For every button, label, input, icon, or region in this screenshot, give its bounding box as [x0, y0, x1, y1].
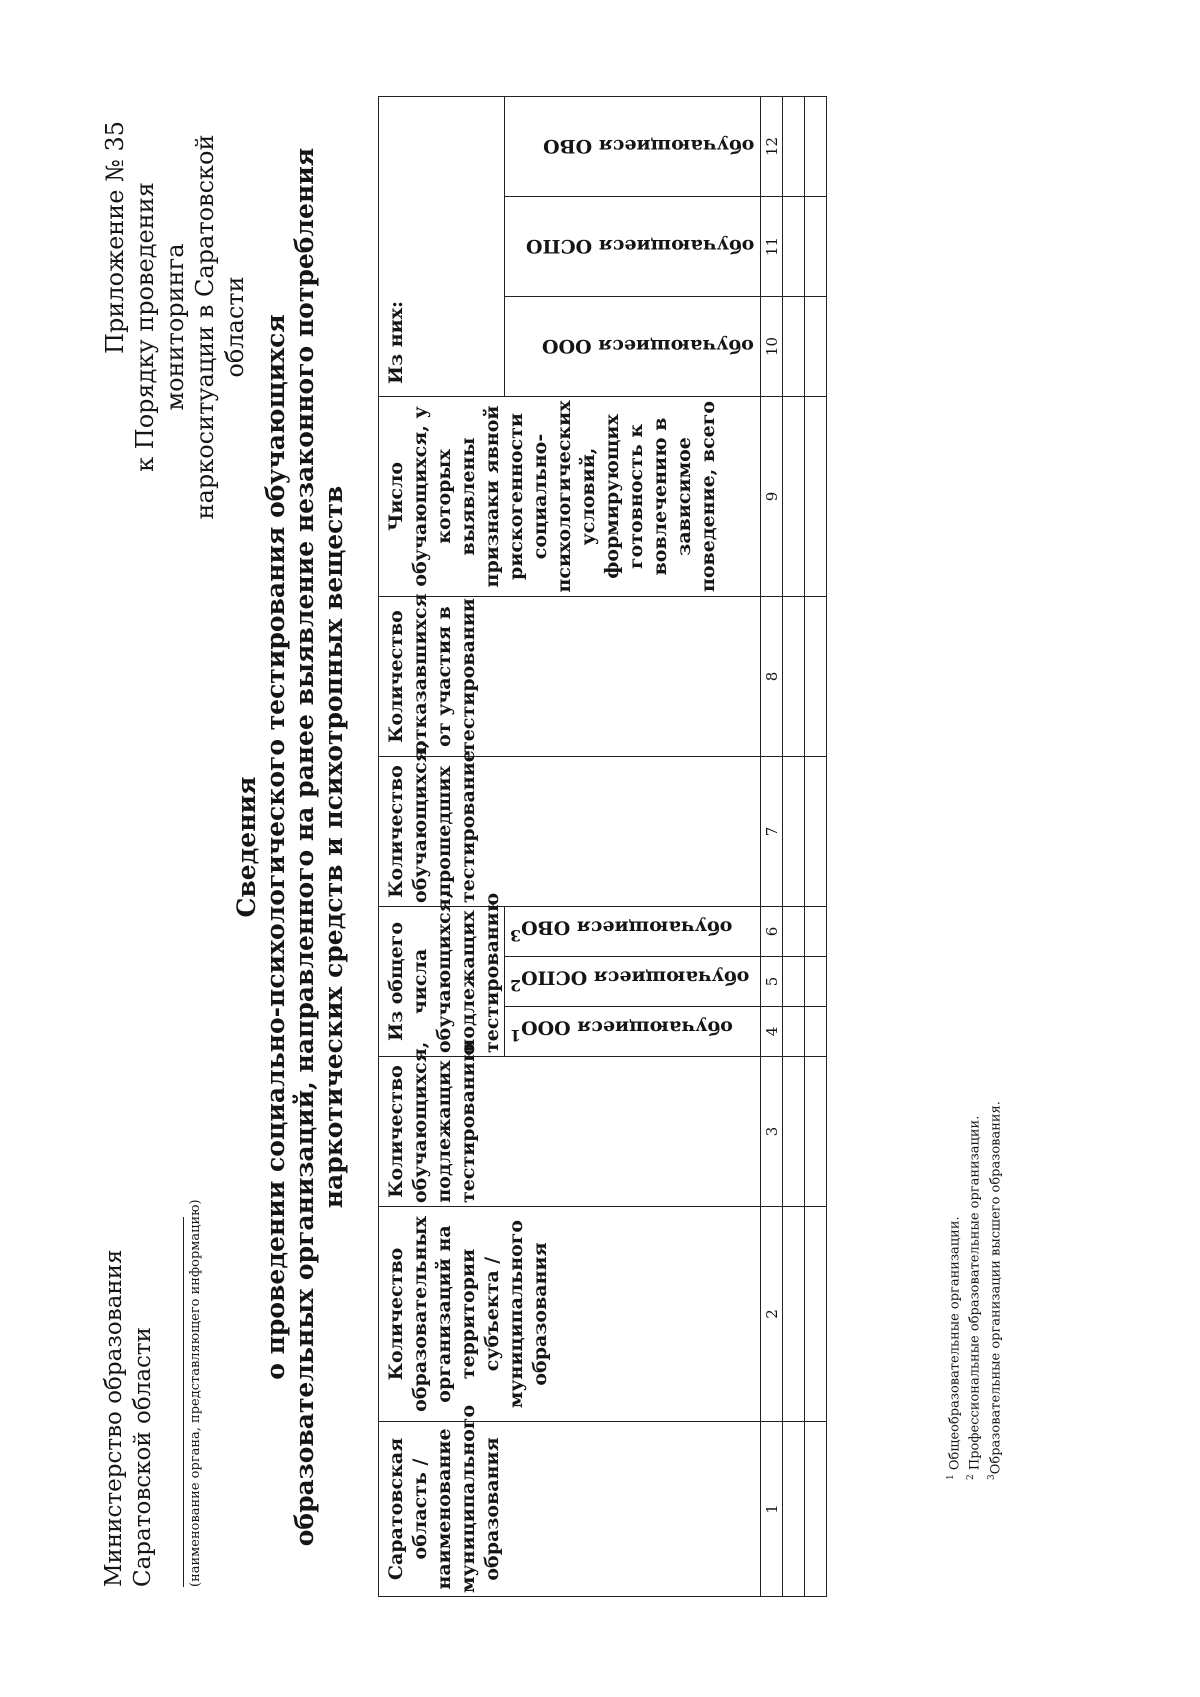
header-cell-students-at-risk: Число обучающихся, у которых выявлены признаки явной рискогенности социально-психологических условий, формирующих готовность к вовлечению в зависимое поведение, всего [379, 396, 761, 596]
column-number-row [761, 96, 783, 1596]
table-cell[interactable] [805, 96, 827, 196]
annex-number: Приложение № 35 [101, 121, 129, 354]
report-table [378, 96, 827, 1597]
table-cell[interactable] [783, 1057, 805, 1207]
subheader-cell-ooo: обучающиеся ООО$^1$ [505, 1007, 761, 1057]
document-title-line4: наркотических средств и психотропных веществ [319, 485, 348, 1209]
annex-line2: наркоситуации в Саратовской области [191, 134, 249, 520]
organization-name [100, 1249, 158, 1587]
organization-name-line2: Саратовской области [130, 1327, 156, 1587]
organization-name-line1: Министерство образования [101, 1249, 127, 1587]
footnotes [943, 1101, 1004, 1480]
table-cell[interactable] [783, 596, 805, 756]
table-cell[interactable] [783, 1007, 805, 1057]
subheader-cell-of-them-ooo: обучающиеся ООО [505, 296, 761, 396]
table-cell[interactable] [805, 1422, 827, 1597]
table-cell[interactable] [805, 1057, 827, 1207]
column-number: 12 [761, 96, 783, 196]
table-cell[interactable] [805, 596, 827, 756]
document-title [232, 97, 348, 1597]
table-row [783, 96, 805, 1596]
subheader-cell-of-them-ospo: обучающиеся ОСПО [505, 196, 761, 296]
header-cell-organization-count: Количество образовательных организаций на территории субъекта / муниципального образования [379, 1207, 761, 1422]
column-number: 1 [761, 1422, 783, 1597]
organization-underline [183, 1217, 184, 1587]
header-cell-of-them: Из них: [379, 96, 505, 396]
subheader-cell-ovo: обучающиеся ОВО$^3$ [505, 906, 761, 956]
subheader-cell-of-them-ovo: обучающиеся ОВО [505, 96, 761, 196]
header-cell-students-refused: Количество отказавшихся от участия в тестировании [379, 596, 761, 756]
table-row [805, 96, 827, 1596]
column-number: 2 [761, 1207, 783, 1422]
table-cell[interactable] [783, 756, 805, 906]
table-cell[interactable] [783, 296, 805, 396]
column-number: 11 [761, 196, 783, 296]
table-cell[interactable] [783, 96, 805, 196]
table-cell[interactable] [805, 296, 827, 396]
table-cell[interactable] [805, 1207, 827, 1422]
footnote-2: $^2$ Профессиональные образовательные организации. [966, 1115, 983, 1480]
header-cell-of-total-students: Из общего числа обучающихся, подлежащих тестированию [379, 906, 505, 1056]
column-number: 8 [761, 596, 783, 756]
table-cell[interactable] [783, 196, 805, 296]
document-title-line2: о проведении социально-психологического тестирования обучающихся [261, 314, 290, 1380]
table-cell[interactable] [805, 906, 827, 956]
header-cell-students-to-test: Количество обучающихся, подлежащих тестированию [379, 1057, 761, 1207]
column-number: 3 [761, 1057, 783, 1207]
header-cell-students-tested: Количество обучающихся, прошедших тестирование [379, 756, 761, 906]
table-cell[interactable] [783, 957, 805, 1007]
organization-caption: (наименование органа, представляющего информацию) [188, 1199, 203, 1587]
column-number: 4 [761, 1007, 783, 1057]
column-number: 9 [761, 396, 783, 596]
column-number: 6 [761, 906, 783, 956]
subheader-cell-ospo: обучающиеся ОСПО$^2$ [505, 957, 761, 1007]
table-cell[interactable] [783, 906, 805, 956]
table-cell[interactable] [783, 396, 805, 596]
table-cell[interactable] [805, 1007, 827, 1057]
annex-block [100, 107, 250, 547]
column-number: 10 [761, 296, 783, 396]
footnote-3: $^3$Образовательные организации высшего образования. [986, 1101, 1003, 1480]
table-cell[interactable] [805, 756, 827, 906]
document-title-line1: Сведения [232, 776, 261, 918]
footnote-1: $^1$ Общеобразовательные организации. [946, 1216, 963, 1480]
table-cell[interactable] [783, 1207, 805, 1422]
table-cell[interactable] [805, 957, 827, 1007]
annex-line1: к Порядку проведения мониторинга [131, 182, 189, 472]
header-cell-region: Саратовская область / наименование муниципального образования [379, 1422, 761, 1597]
document-title-line3: образовательных организаций, направленного на ранее выявление незаконного потребления [290, 147, 319, 1547]
table-cell[interactable] [783, 1422, 805, 1597]
column-number: 5 [761, 957, 783, 1007]
column-number: 7 [761, 756, 783, 906]
table-cell[interactable] [805, 396, 827, 596]
table-cell[interactable] [805, 196, 827, 296]
